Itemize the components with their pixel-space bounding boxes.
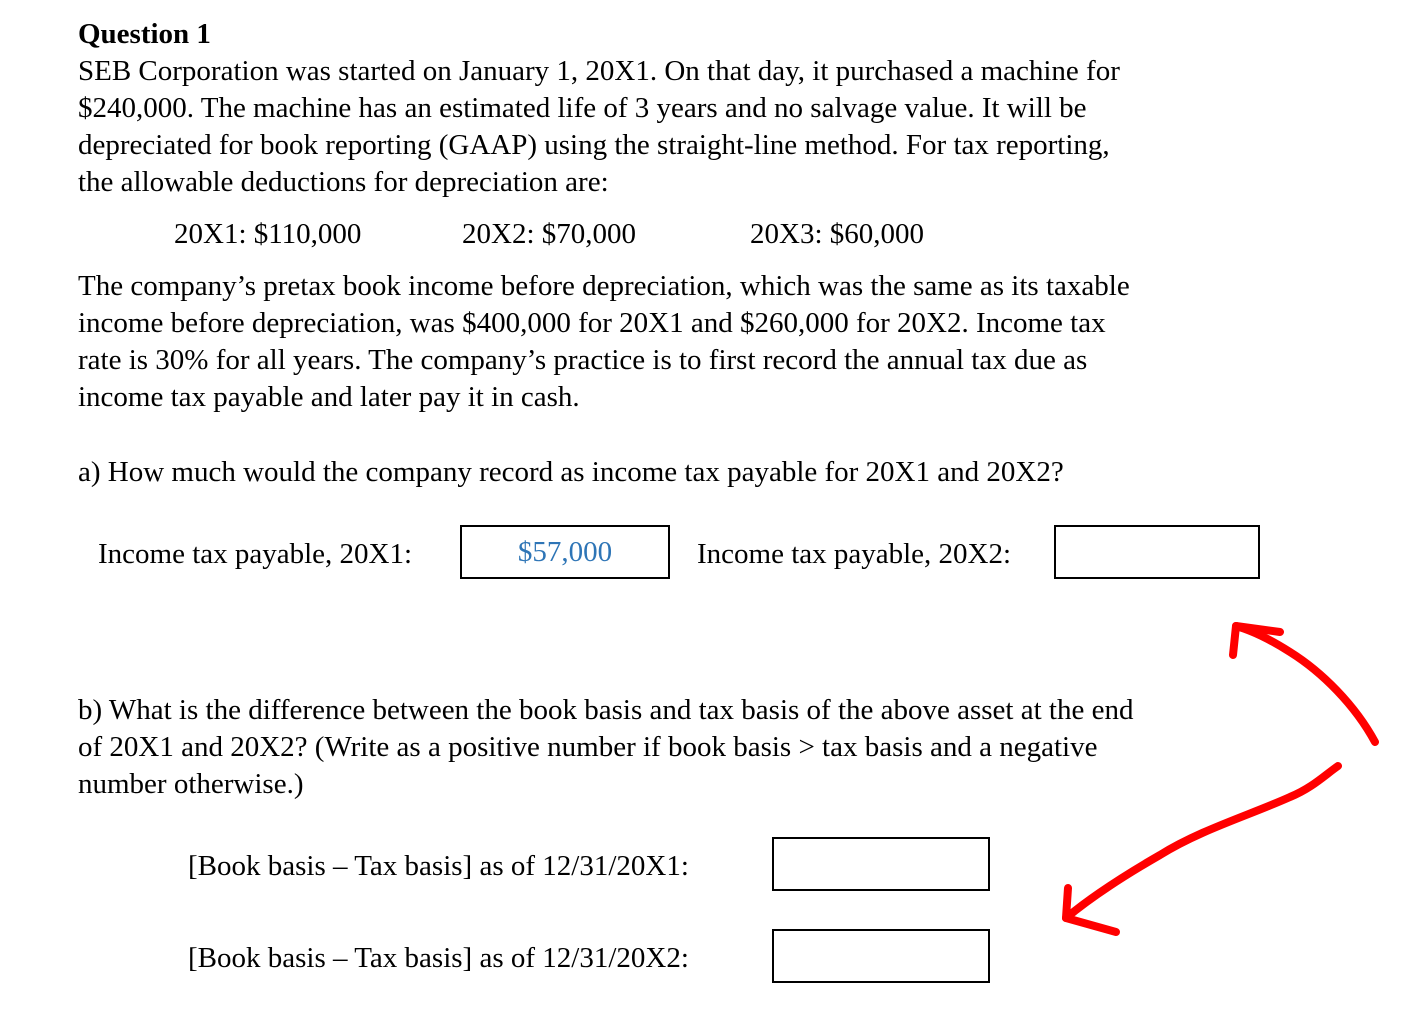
basis-diff-20x1-field[interactable] bbox=[772, 837, 990, 891]
income-tax-20x1-label: Income tax payable, 20X1: bbox=[98, 538, 413, 570]
context-line: income before depreciation, was $400,000 for 20X1 and $260,000 for 20X2. Income tax bbox=[78, 307, 1106, 339]
income-tax-20x1-field[interactable] bbox=[460, 525, 670, 579]
part-a-prompt: a) How much would the company record as income tax payable for 20X1 and 20X2? bbox=[78, 456, 1064, 488]
deduction-20x2: 20X2: $70,000 bbox=[462, 218, 636, 250]
part-b-prompt-line: number otherwise.) bbox=[78, 768, 304, 800]
context-line: income tax payable and later pay it in cash. bbox=[78, 381, 580, 413]
deduction-20x3: 20X3: $60,000 bbox=[750, 218, 924, 250]
intro-line: depreciated for book reporting (GAAP) using the straight-line method. For tax reporting, bbox=[78, 129, 1110, 161]
arrow-down-to-basis-diff-20x1 bbox=[1066, 766, 1338, 932]
intro-line: the allowable deductions for depreciation are: bbox=[78, 166, 609, 198]
deduction-20x1: 20X1: $110,000 bbox=[174, 218, 362, 250]
basis-diff-20x2-field[interactable] bbox=[772, 929, 990, 983]
arrow-up-to-income-tax-20x2 bbox=[1233, 626, 1375, 742]
income-tax-20x2-label: Income tax payable, 20X2: bbox=[697, 538, 1012, 570]
basis-diff-20x2-label: [Book basis – Tax basis] as of 12/31/20X2: bbox=[188, 942, 689, 974]
income-tax-20x2-field[interactable] bbox=[1054, 525, 1260, 579]
intro-line: SEB Corporation was started on January 1, 20X1. On that day, it purchased a machine for bbox=[78, 55, 1120, 87]
context-line: rate is 30% for all years. The company’s practice is to first record the annual tax due as bbox=[78, 344, 1088, 376]
part-b-prompt-line: b) What is the difference between the book basis and tax basis of the above asset at the end bbox=[78, 694, 1134, 726]
context-line: The company’s pretax book income before depreciation, which was the same as its taxable bbox=[78, 270, 1130, 302]
intro-line: $240,000. The machine has an estimated life of 3 years and no salvage value. It will be bbox=[78, 92, 1087, 124]
basis-diff-20x1-label: [Book basis – Tax basis] as of 12/31/20X1: bbox=[188, 850, 689, 882]
question-title: Question 1 bbox=[78, 18, 211, 50]
part-b-prompt-line: of 20X1 and 20X2? (Write as a positive number if book basis > tax basis and a negative bbox=[78, 731, 1098, 763]
